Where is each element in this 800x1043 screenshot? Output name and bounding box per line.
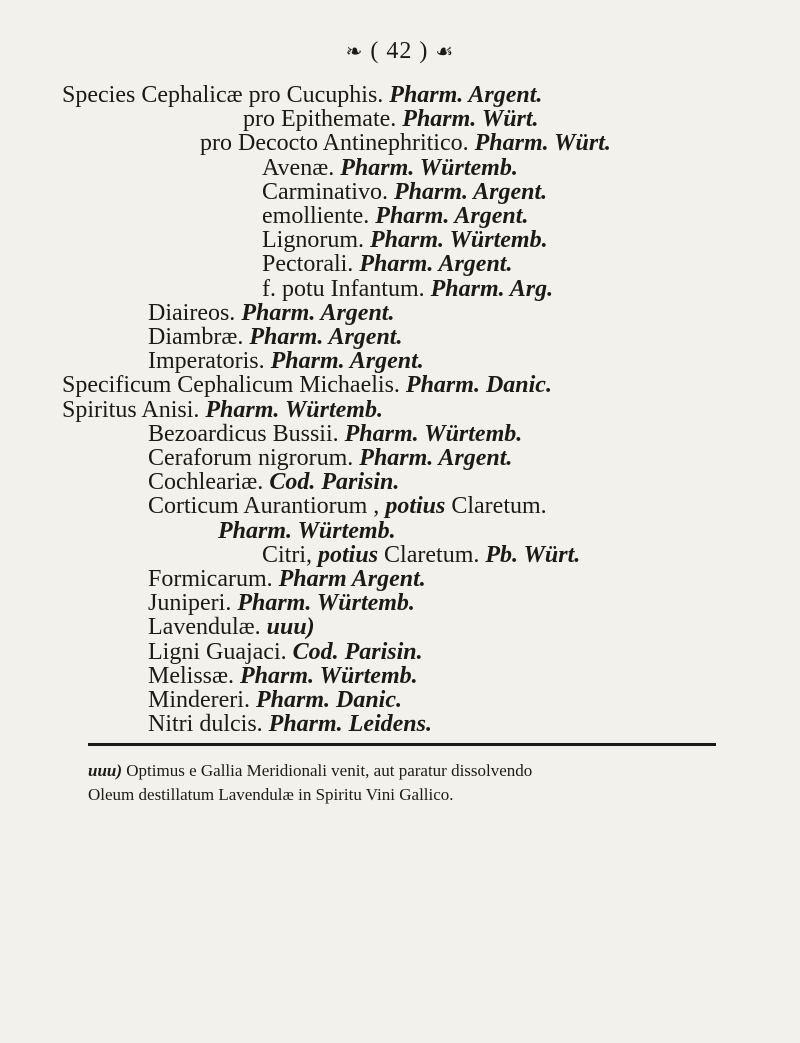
entry-text: Ceraforum nigrorum. [148, 445, 354, 471]
entry-text: Melissæ. [148, 662, 235, 689]
entry-reference: Pharm. Argent. [389, 82, 543, 108]
entry-reference: Pharm. Argent. [375, 203, 529, 229]
entry-text: Imperatoris. [148, 348, 265, 375]
entry-text: Diambræ. [148, 324, 244, 350]
entry-reference: potius [385, 493, 446, 520]
entry-text: Cochleariæ. [148, 469, 264, 496]
entry-reference: Pharm. Argent. [249, 324, 403, 350]
entry-text: Pectorali. [262, 251, 354, 278]
entry-reference: Pharm. Argent. [359, 445, 513, 471]
entry-reference: Pharm. Leidens. [268, 711, 432, 738]
entry-reference: Pharm. Würtemb. [240, 662, 418, 689]
entry-text: Spiritus Anisi. [62, 396, 200, 423]
entry-reference: potius [318, 541, 379, 568]
entry-text: Lignorum. [262, 227, 364, 254]
entry-line [243, 106, 539, 132]
entry-reference: Pharm. Würtemb. [205, 396, 383, 423]
entry-line [62, 372, 552, 398]
entry-line [262, 227, 548, 253]
entry-line [148, 300, 394, 326]
entry-text: emolliente. [262, 203, 370, 229]
entry-reference: Pharm. Würtemb. [237, 590, 415, 617]
entry-line [262, 276, 553, 302]
entry-text: Avenæ. [262, 154, 335, 181]
entry-reference: Pharm. Würtemb. [344, 420, 523, 447]
entry-line [262, 251, 512, 277]
entry-text: Mindereri. [148, 687, 250, 713]
entry-line [262, 155, 518, 181]
entry-line [148, 687, 402, 713]
entry-line [148, 566, 426, 592]
entry-text: Corticum Aurantiorum , [148, 493, 380, 520]
entry-reference: Pharm. Würt. [402, 106, 539, 133]
footnote-line-2: Oleum destillatum Lavendulæ in Spiritu Vini Gallico. [88, 785, 454, 804]
entry-line [218, 518, 396, 544]
entry-line [262, 179, 547, 205]
entry-line [148, 711, 432, 737]
entry-text: Juniperi. [148, 590, 232, 617]
entry-line [262, 542, 580, 568]
entry-text: Carminativo. [262, 178, 388, 205]
entry-text: Specificum Cephalicum Michaelis. [62, 372, 400, 399]
entry-text: pro Epithemate. [243, 106, 397, 133]
entry-line [148, 445, 512, 471]
entry-line [200, 130, 611, 156]
entry-line [148, 493, 547, 519]
entry-reference: Cod. Parisin. [292, 638, 423, 665]
entry-text: Nitri dulcis. [148, 711, 263, 738]
entry-reference: Pharm. Danic. [255, 687, 402, 713]
entry-text: pro Decocto Antinephritico. [200, 130, 469, 157]
entry-text: Bezoardicus Bussii. [148, 420, 339, 447]
entry-line [148, 421, 522, 447]
entry-text: Species Cephalicæ pro Cucuphis. [62, 82, 384, 108]
footnote-line-1 [88, 760, 532, 782]
entry-line [148, 324, 402, 350]
entry-reference: Pharm. Argent. [359, 251, 513, 278]
entry-reference: Pharm. Würtemb. [340, 154, 518, 181]
entry-line [148, 348, 424, 374]
entry-line [62, 397, 383, 423]
entry-reference: Pharm. Würtemb. [218, 517, 396, 544]
entry-reference: Pharm. Argent. [270, 348, 424, 375]
left-ornament-icon: ❧ [345, 41, 364, 63]
right-ornament-icon: ☙ [435, 41, 455, 63]
entry-tail: Claretum. [451, 493, 547, 520]
footnote-rule [88, 743, 716, 746]
entry-reference: Pharm. Würtemb. [370, 227, 548, 254]
entry-line [62, 82, 542, 108]
entry-reference: Pharm Argent. [278, 566, 426, 592]
entry-reference: Pharm. Arg. [430, 275, 554, 302]
page-header [0, 38, 800, 65]
entry-line [148, 663, 418, 689]
entry-reference: uuu) [266, 614, 315, 641]
footnote-text: Optimus e Gallia Meridionali venit, aut paratur dissolvendo [126, 761, 533, 780]
entry-line [148, 614, 315, 640]
entry-reference: Pharm. Würt. [474, 130, 611, 157]
entry-line [148, 469, 399, 495]
entry-text: Formicarum. [148, 566, 273, 592]
entry-text: Diaireos. [148, 299, 236, 326]
entry-line [262, 203, 528, 229]
entry-reference: Cod. Parisin. [269, 469, 400, 496]
entry-text: f. potu Infantum. [262, 275, 425, 302]
entry-text: Citri, [262, 541, 313, 568]
entry-reference: Pharm. Argent. [393, 178, 548, 205]
footnote-marker: uuu) [88, 761, 123, 780]
entry-text: Ligni Guajaci. [148, 638, 287, 665]
entry-line [148, 639, 423, 665]
entry-tail: Claretum. [384, 541, 480, 568]
entry-reference: Pharm. Argent. [241, 299, 395, 326]
page-number: ( 42 ) [370, 38, 429, 64]
entry-reference-2: Pb. Würt. [485, 541, 581, 568]
entry-line [148, 590, 415, 616]
entry-text: Lavendulæ. [148, 614, 261, 641]
entry-reference: Pharm. Danic. [405, 372, 552, 399]
